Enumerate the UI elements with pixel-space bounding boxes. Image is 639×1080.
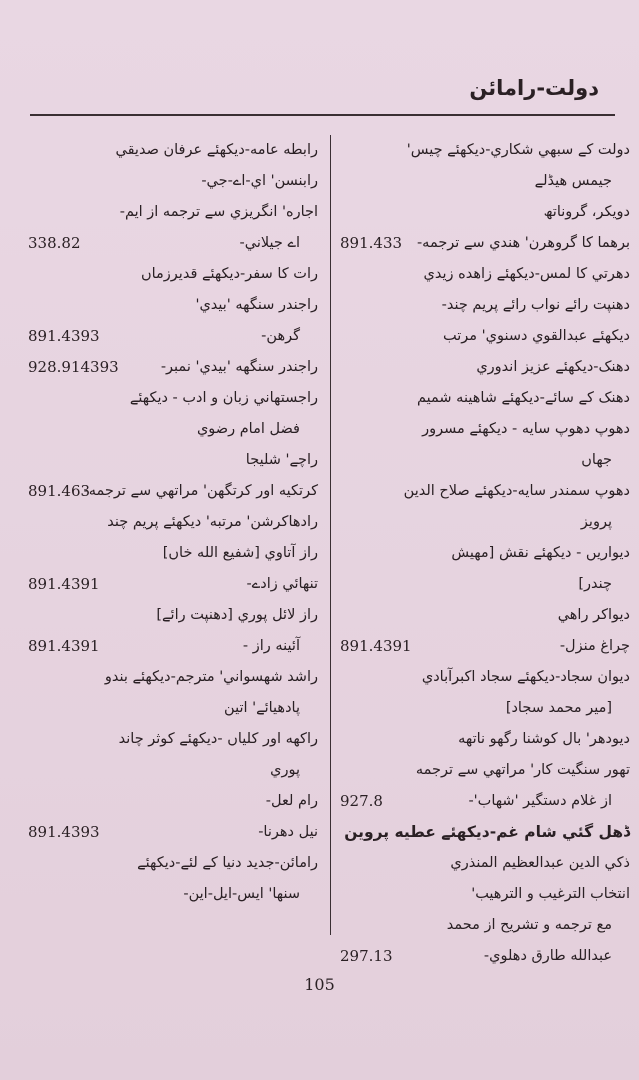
entry-line: دهوپ دهوپ سايه - ديکھئے مسرور bbox=[422, 421, 630, 437]
index-entry bbox=[28, 569, 318, 600]
entry-line: رابطه عامه-ديکھئے عرفان صديقي bbox=[115, 142, 318, 158]
index-entry bbox=[28, 724, 318, 786]
index-entry bbox=[340, 197, 630, 228]
index-entry bbox=[28, 290, 318, 352]
entry-line: آئينه راز - bbox=[242, 638, 300, 654]
index-entry bbox=[340, 414, 630, 476]
index-entry bbox=[340, 600, 630, 631]
entry-line: اے جيلاني- bbox=[239, 235, 300, 251]
entry-line: دولت کے سبھي شکاري-ديکھئے چيس' bbox=[406, 142, 630, 158]
index-entry bbox=[340, 476, 630, 538]
entry-line: تنهائي زادے- bbox=[246, 576, 318, 592]
index-entry bbox=[340, 848, 630, 879]
classification-number: 928.914393 bbox=[28, 358, 119, 376]
index-entry bbox=[340, 352, 630, 383]
index-entry bbox=[28, 600, 318, 662]
entry-line: پادهيائے' اتين bbox=[224, 700, 300, 716]
right-column bbox=[340, 135, 630, 972]
header-rule bbox=[30, 114, 615, 116]
entry-line: عبدالله طارق دهلوي- bbox=[483, 948, 612, 964]
entry-line: راکهه اور کلياں -ديکھئے کوثر چاند bbox=[118, 731, 318, 747]
entry-line: چراغ منزل- bbox=[559, 638, 630, 654]
index-entry bbox=[28, 383, 318, 445]
entry-line: راشد شهسواني' مترجم-ديکھئے بندو bbox=[104, 669, 318, 685]
classification-number: 297.13 bbox=[340, 947, 393, 965]
index-entry bbox=[28, 352, 318, 383]
entry-line: ديواکر راهي bbox=[557, 607, 630, 623]
classification-number: 891.4391 bbox=[28, 575, 100, 593]
index-entry bbox=[28, 259, 318, 290]
classification-number: 891.4391 bbox=[28, 637, 100, 655]
index-entry bbox=[340, 228, 630, 259]
classification-number: 891.433 bbox=[340, 234, 403, 252]
entry-line: چندر] bbox=[578, 576, 612, 592]
index-entry bbox=[340, 135, 630, 197]
index-entry bbox=[340, 383, 630, 414]
entry-line: پوري bbox=[270, 762, 300, 778]
classification-number: 891.4393 bbox=[28, 823, 100, 841]
index-entry bbox=[340, 321, 630, 352]
running-header: دولت-رامائن bbox=[469, 76, 599, 100]
entry-line: جيمس هيڈلے bbox=[534, 173, 612, 189]
entry-line: دويکر، گروناتھ bbox=[543, 204, 630, 220]
entry-line: پرويز bbox=[580, 514, 612, 530]
index-entry bbox=[340, 290, 630, 321]
page-number: 105 bbox=[304, 975, 335, 994]
index-entry bbox=[340, 755, 630, 817]
entry-line: راجندر سنگهه 'بيدي' bbox=[195, 297, 318, 313]
classification-number: 891.4391 bbox=[340, 637, 412, 655]
entry-line: دهنک کے سائے-ديکھئے شاهينه شميم bbox=[417, 390, 630, 406]
index-entry bbox=[28, 445, 318, 476]
entry-line: راز آتاوي [شفيع الله خاں] bbox=[162, 545, 318, 561]
index-entry bbox=[28, 662, 318, 724]
entry-line: ديوان سجاد-ديکھئے سجاد اکبرآبادي bbox=[421, 669, 630, 685]
index-entry bbox=[340, 662, 630, 724]
entry-line: ذکي الدين عبدالعظيم المنذري bbox=[450, 855, 630, 871]
entry-line: راچے' شليجا bbox=[245, 452, 318, 468]
entry-line: دهنک-ديکھئے عزيز اندوري bbox=[476, 359, 630, 375]
entry-line: رام لعل- bbox=[265, 793, 318, 809]
entry-line: [مير محمد سجاد] bbox=[505, 700, 612, 716]
entry-line: جهاں bbox=[581, 452, 612, 468]
classification-number: 891.463 bbox=[28, 482, 91, 500]
entry-line: رات کا سفر-ديکھئے قديرزماں bbox=[140, 266, 318, 282]
index-entry bbox=[28, 848, 318, 910]
index-entry bbox=[340, 538, 630, 600]
index-entry bbox=[340, 259, 630, 290]
entry-line: دهرتي کا لمس-ديکھئے زاهده زيدي bbox=[423, 266, 630, 282]
entry-line: انتخاب الترغيب و الترهيب' bbox=[471, 886, 630, 902]
index-entry bbox=[28, 166, 318, 197]
entry-line: دهوپ سمندر سايه-ديکھئے صلاح الدين bbox=[403, 483, 630, 499]
entry-line: ڈهل گئي شام غم-ديکھئے عطيه پروين bbox=[344, 823, 630, 841]
entry-line: رابنسن' اي-اے-جي- bbox=[201, 173, 318, 189]
classification-number: 338.82 bbox=[28, 234, 81, 252]
index-entry bbox=[340, 724, 630, 755]
column-divider bbox=[330, 135, 331, 935]
index-entry bbox=[28, 476, 318, 507]
entry-line: ديودهر' بال کوشنا رگهو ناتهه bbox=[458, 731, 630, 747]
index-entry bbox=[340, 631, 630, 662]
entry-line: راجندر سنگهه 'بيدي' نمبر- bbox=[160, 359, 318, 375]
entry-line: اجاره' انگريزي سے ترجمه از ايم- bbox=[119, 204, 318, 220]
entry-line: مع ترجمه و تشريح از محمد bbox=[446, 917, 612, 933]
entry-line: سنها' ايس-ايل-اين- bbox=[183, 886, 300, 902]
entry-line: از غلام دستگير 'شهاب'- bbox=[468, 793, 612, 809]
entry-line: ديکھئے عبدالقوي دسنوي' مرتب bbox=[443, 328, 630, 344]
entry-line: رادهاکرشن' مرتبه' ديکھئے پريم چند bbox=[107, 514, 318, 530]
entry-line: فضل امام رضوي bbox=[196, 421, 300, 437]
index-entry bbox=[28, 817, 318, 848]
entry-line: نيل دهرنا- bbox=[258, 824, 318, 840]
entry-line: کرتکيه اور کرتگهن' مراتهي سے ترجمه- bbox=[83, 483, 318, 499]
entry-line: برهما کا گروهرن' هندي سے ترجمه- bbox=[416, 235, 630, 251]
index-entry bbox=[28, 507, 318, 538]
entry-line: ديواريں - ديکھئے نقش [مهيش bbox=[451, 545, 630, 561]
index-entry bbox=[28, 786, 318, 817]
entry-line: دهنپت رائے نواب رائے پريم چند- bbox=[441, 297, 630, 313]
entry-line: راز لائل پوري [دهنپت رائے] bbox=[156, 607, 318, 623]
classification-number: 927.8 bbox=[340, 792, 383, 810]
entry-line: گرهن- bbox=[261, 328, 300, 344]
index-entry bbox=[28, 135, 318, 166]
entry-line: تهور سنگيت کار' مراتهي سے ترجمه bbox=[415, 762, 630, 778]
index-entry bbox=[340, 879, 630, 972]
index-entry bbox=[28, 197, 318, 259]
left-column bbox=[28, 135, 318, 910]
index-entry bbox=[340, 817, 630, 848]
index-entry bbox=[28, 538, 318, 569]
entry-line: رامائن-جديد دنيا کے لئے-ديکھئے bbox=[137, 855, 318, 871]
entry-line: راجستهاني زبان و ادب - ديکھئے bbox=[129, 390, 318, 406]
classification-number: 891.4393 bbox=[28, 327, 100, 345]
